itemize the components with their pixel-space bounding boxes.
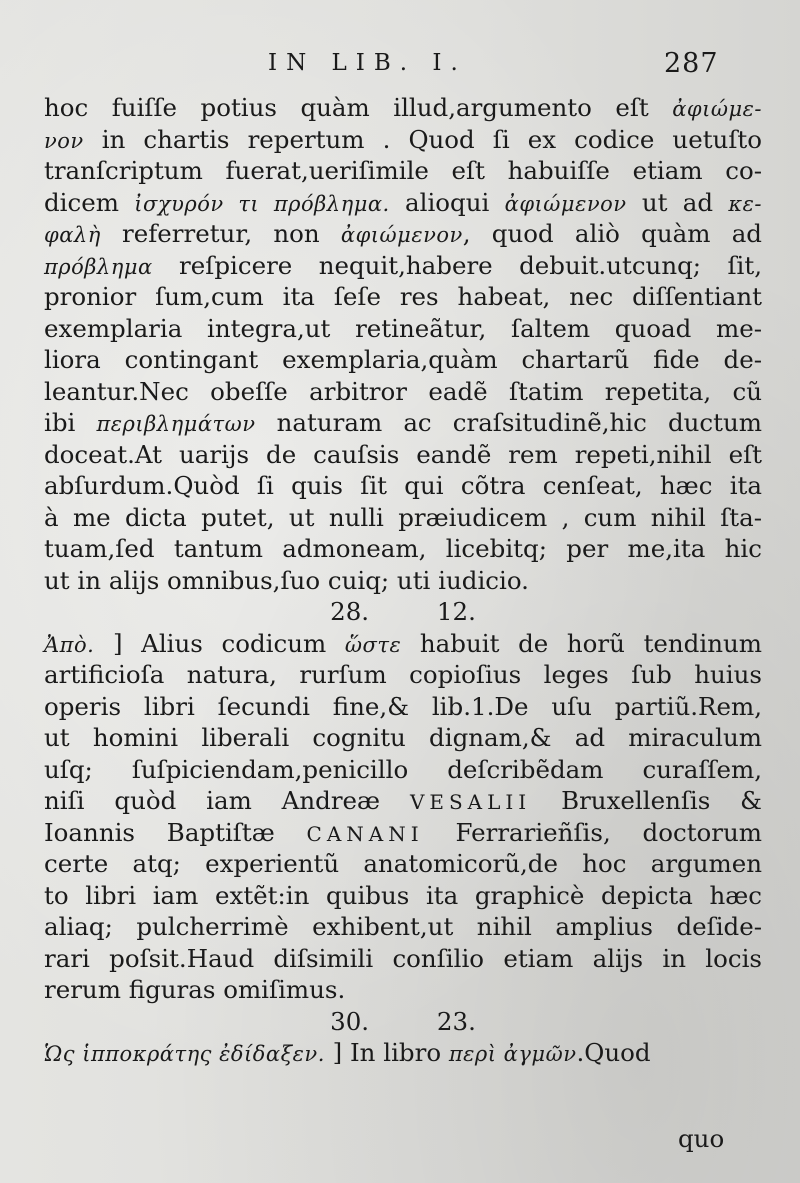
text-run: hoc fuiſſe potius quàm illud,argumento eſt: [44, 93, 673, 122]
text-line: [44, 250, 762, 282]
text-run: .Quod: [576, 1038, 651, 1067]
text-run: ibi: [44, 408, 97, 437]
text-run: ] In libro: [324, 1038, 449, 1067]
text-run: ut in alijs omnibus,ſuo cuiq; uti iudicio.: [44, 565, 529, 595]
text-run: ut homini liberali cognitu dignam,& ad miraculum: [44, 723, 762, 752]
text-line: [44, 974, 762, 1006]
text-run: tranſcriptum fuerat,ueriſimile eſt habuiſſe etiam co-: [44, 156, 762, 185]
text-line: [44, 502, 762, 534]
text-run: à me dicta putet, ut nulli præiudicem , cum nihil ſta-: [44, 502, 762, 532]
paragraph-2: [44, 628, 762, 1006]
text-run: tuam,ſed tantum admoneam, licebitq; per me,ita hic: [44, 534, 762, 563]
text-run: uſq; ſuſpiciendam,penicillo deſcribẽdam curaſſem,: [44, 754, 762, 784]
catchword: quo: [678, 1124, 725, 1153]
running-title: IN LIB. I.: [268, 50, 467, 76]
section-left: 30.: [330, 1006, 370, 1036]
text-run: doceat.At uarijs de cauſsis eandẽ rem repeti,nihil eſt: [44, 439, 762, 469]
text-line: [44, 722, 762, 754]
main-text: [44, 92, 762, 1069]
text-run: artificioſa natura, rurſum copioſius leges ſub huius: [44, 660, 762, 689]
text-line: [44, 407, 762, 439]
text-run: aliaq; pulcherrimè exhibent,ut nihil amplius deſide-: [44, 912, 762, 941]
text-run: alioqui: [389, 187, 505, 217]
text-run: operis libri ſecundi fine,& lib.1.De uſu partiũ.Rem,: [44, 691, 762, 721]
text-line: [44, 439, 762, 471]
greek-word: περὶ ἀγμῶν: [448, 1042, 577, 1066]
text-line: [44, 754, 762, 786]
text-run: abſurdum.Quòd ſi quis ſit qui cõtra cenſeat, hæc ita: [44, 471, 762, 500]
text-line: [44, 155, 762, 187]
text-run: dicem: [44, 187, 135, 217]
text-line: [44, 848, 762, 880]
section-number-30: [44, 1006, 762, 1038]
greek-word: περιβλημάτων: [96, 412, 256, 436]
paragraph-1: [44, 92, 762, 596]
greek-word: ἀφιώμενον: [504, 191, 627, 216]
greek-word: ἰσχυρόν τι πρόβλημα.: [134, 191, 390, 216]
small-caps-name: VESALII: [409, 790, 532, 814]
text-run: in chartis repertum . Quod ſi ex codice uetuſto: [83, 124, 762, 154]
text-run: reſpicere nequit,habere debuit.utcunq; ſit,: [152, 250, 762, 280]
text-line: [44, 817, 762, 849]
text-line: [44, 880, 762, 912]
text-line: [44, 691, 762, 723]
text-run: habuit de horũ tendinum: [401, 628, 762, 658]
paragraph-3: [44, 1037, 762, 1069]
text-run: to libri iam extẽt:in quibus ita graphicè depicta hæc: [44, 880, 762, 910]
text-run: , quod aliò quàm ad: [462, 219, 762, 248]
text-run: Ioannis Baptiſtæ: [44, 817, 307, 847]
small-caps-name: CANANI: [306, 821, 424, 846]
text-line: [44, 1037, 762, 1069]
greek-word: ἀφιώμε-: [672, 97, 762, 121]
text-line: [44, 659, 762, 691]
section-right: 23.: [436, 1006, 476, 1036]
text-line: [44, 92, 762, 124]
greek-word: νον: [44, 128, 84, 153]
text-run: rerum figuras omiſimus.: [44, 975, 346, 1004]
text-line: [44, 565, 762, 597]
text-run: ut ad: [626, 187, 729, 217]
greek-word: κε-: [728, 191, 763, 216]
text-line: [44, 187, 762, 219]
section-number-28: [44, 596, 762, 628]
page-number: 287: [664, 48, 719, 79]
text-line: [44, 344, 762, 376]
text-line: [44, 470, 762, 502]
text-line: [44, 376, 762, 408]
text-line: [44, 313, 762, 345]
text-line: [44, 911, 762, 943]
text-line: [44, 628, 762, 660]
text-run: liora contingant exemplaria,quàm chartarũ fide de-: [44, 345, 762, 374]
text-line: [44, 533, 762, 565]
text-line: [44, 124, 762, 156]
text-run: referretur, non: [100, 219, 341, 248]
text-run: exemplaria integra,ut retineãtur, ſaltem quoad me-: [44, 313, 762, 343]
greek-word: Ὡς ἱπποκράτης ἐδίδαξεν.: [44, 1042, 325, 1066]
text-run: Ferrarieñſis, doctorum: [423, 817, 763, 847]
text-line: [44, 218, 762, 250]
text-line: [44, 785, 762, 817]
text-run: niſi quòd iam Andreæ: [44, 786, 410, 815]
text-run: ] Alius codicum: [94, 628, 345, 658]
text-line: [44, 943, 762, 975]
section-left: 28.: [330, 597, 370, 626]
text-run: pronior ſum,cum ita ſeſe res habeat, nec diſſentiant: [44, 282, 762, 311]
text-run: naturam ac craſsitudinẽ,hic ductum: [255, 408, 762, 437]
greek-word: ὥστε: [344, 632, 402, 657]
text-line: [44, 281, 762, 313]
greek-word: πρόβλημα: [44, 254, 153, 279]
greek-word: ἀφιώμενον: [340, 223, 463, 247]
greek-word: φαλὴ: [44, 223, 101, 247]
text-run: certe atq; experientũ anatomicorũ,de hoc argumen: [44, 849, 762, 878]
running-head: [0, 50, 800, 84]
text-run: leantur.Nec obeſſe arbitror eadẽ ſtatim repetita, cũ: [44, 376, 762, 406]
section-right: 12.: [436, 597, 476, 626]
text-run: rari poſsit.Haud diſsimili conſilio etiam alijs in locis: [44, 943, 762, 973]
greek-word: Ἀπὸ.: [44, 632, 95, 657]
text-run: Bruxellenſis &: [531, 786, 762, 815]
